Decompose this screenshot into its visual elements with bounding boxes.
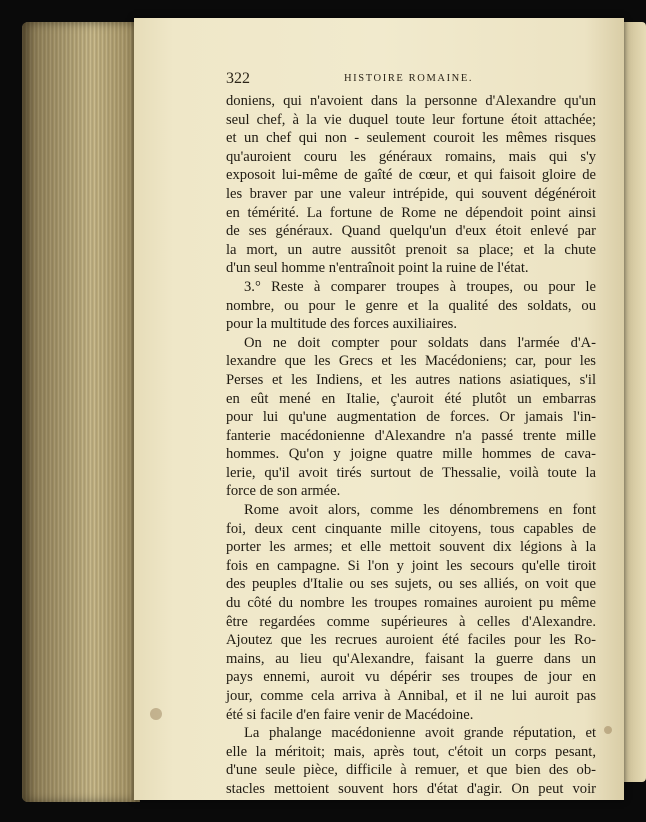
running-head: HISTOIRE ROMAINE.	[344, 73, 474, 84]
page-header	[226, 70, 596, 92]
text-line: foi, deux cent cinquante mille citoyens, tous capables de	[226, 520, 596, 537]
text-line: la mort, un autre aussitôt prenoit sa place; et la chute	[226, 241, 596, 258]
foxing-spot	[604, 726, 612, 734]
text-line: seul chef, à la vie duquel toute leur fortune étoit attachée;	[226, 111, 596, 128]
text-line: elle la méritoit; mais, après tout, c'étoit un corps pesant,	[226, 743, 596, 760]
text-line: mains, au lieu qu'Alexandre, faisant la guerre dans un	[226, 650, 596, 667]
text-line: du côté du nombre les troupes romaines auroient pu même	[226, 595, 596, 612]
text-line: doniens, qui n'avoient dans la personne d'Alexandre qu'un	[226, 93, 596, 109]
text-line: fois en campagne. Si l'on y joint les secours qu'elle tiroit	[226, 557, 596, 574]
text-line: pour la multitude des forces auxiliaires.	[226, 316, 457, 333]
paragraph	[226, 724, 596, 798]
book-page-edges	[22, 22, 140, 802]
text-line: en eût mené en Italie, ç'auroit été plutôt un embarras	[226, 390, 596, 407]
text-line: pour lui qu'une augmentation de forces. Or jamais l'in-	[226, 409, 596, 426]
text-line: stacles mettoient souvent hors d'état d'agir. On peut voir	[226, 780, 596, 797]
text-line: pays ennemi, auroit vu dépérir ses troupes de jour en	[226, 669, 596, 686]
text-line: qu'auroient couru les généraux romains, mais qui s'y	[226, 148, 596, 165]
text-line: jour, comme cela arriva à Annibal, et il ne lui auroit pas	[226, 688, 596, 704]
foxing-spot	[150, 708, 162, 720]
facing-page-edge	[622, 22, 646, 782]
text-line: d'un seul homme n'entraînoit point la ruine de l'état.	[226, 260, 529, 277]
text-line: être regardées comme supérieures à celles d'Alexandre.	[226, 613, 596, 630]
text-line: exposoit lui-même de gaîté de cœur, et qui faisoit gloire de	[226, 167, 596, 184]
text-line: 3.° Reste à comparer troupes à troupes, ou pour le	[244, 278, 596, 295]
paragraph	[226, 501, 596, 724]
text-line: fanterie macédonienne d'Alexandre n'a passé trente mille	[226, 427, 596, 444]
paragraph	[226, 278, 596, 334]
text-line: lexandre que les Grecs et les Macédoniens; car, pour les	[226, 353, 596, 370]
text-line: La phalange macédonienne avoit grande réputation, et	[244, 725, 596, 742]
text-line: Ajoutez que les recrues auroient été faciles pour les Ro-	[226, 632, 596, 649]
text-line: Rome avoit alors, comme les dénombremens en font	[244, 502, 596, 519]
text-line: nombre, ou pour le genre et la qualité des soldats, ou	[226, 297, 596, 314]
text-line: lerie, qu'il avoit tirés surtout de Thessalie, voilà toute la	[226, 464, 596, 481]
text-line: Perses et les Indiens, et les autres nations asiatiques, s'il	[226, 371, 596, 388]
text-line: On ne doit compter pour soldats dans l'armée d'A-	[244, 334, 596, 351]
text-line: les braver par une valeur intrépide, qui souvent dégénéroit	[226, 185, 596, 202]
text-line: de ses généraux. Quand quelqu'un d'eux étoit enlevé par	[226, 223, 596, 240]
text-line: en témérité. La fortune de Rome ne dépendoit point ainsi	[226, 204, 596, 221]
text-line: porter les armes; et elle mettoit souvent dix légions à la	[226, 539, 596, 556]
text-line: hommes. Qu'on y joigne quatre mille hommes de cava-	[226, 446, 596, 463]
text-line: d'une seule pièce, difficile à remuer, et que bien des ob-	[226, 762, 596, 779]
text-line: force de son armée.	[226, 483, 341, 500]
page-number: 322	[226, 70, 250, 87]
paragraph	[226, 334, 596, 501]
text-line: été si facile d'en faire venir de Macédoine.	[226, 706, 474, 723]
text-line: et un chef qui non - seulement couroit les mêmes risques	[226, 130, 596, 147]
text-line: des peuples d'Italie ou ses sujets, ou ses alliés, on voit que	[226, 576, 596, 593]
paragraph	[226, 92, 596, 278]
body-text	[226, 92, 596, 799]
